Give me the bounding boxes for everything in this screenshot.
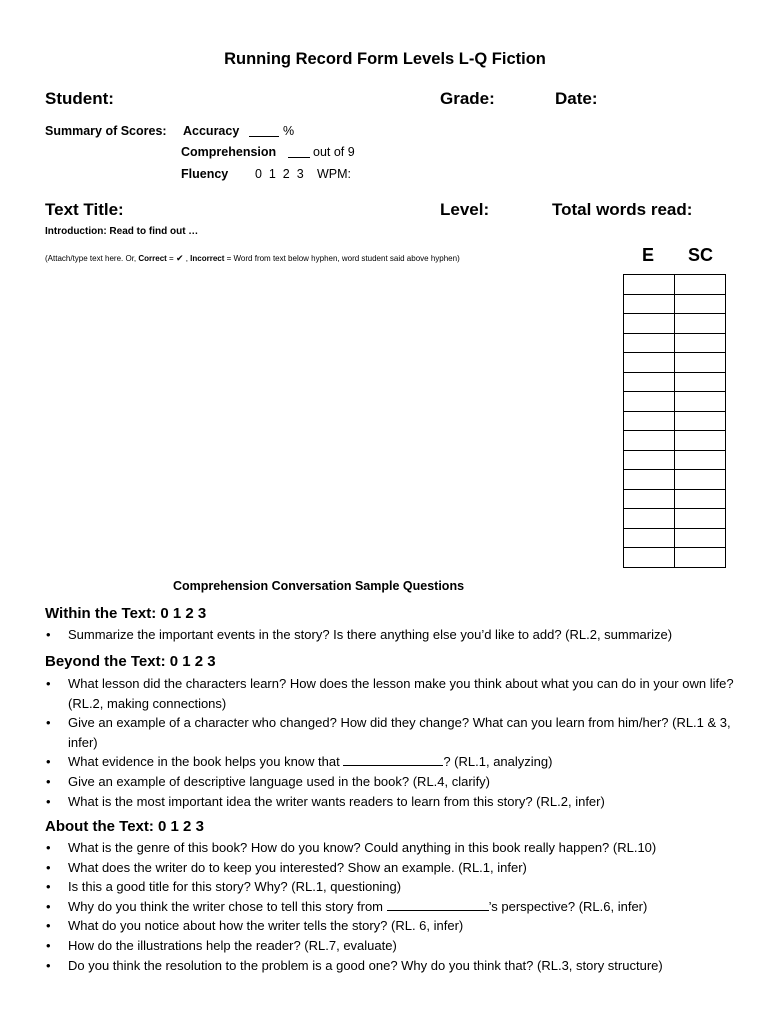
error-cell[interactable] [624,333,675,353]
error-table-row [624,548,726,568]
self-correction-cell[interactable] [675,275,726,295]
error-table-row [624,353,726,373]
question-text: ’s perspective? (RL.6, infer) [488,898,648,914]
error-cell[interactable] [624,489,675,509]
fluency-label: Fluency [181,167,229,181]
instructions-note [45,254,460,264]
section-title: Within the Text: 0 1 2 3 [45,605,207,622]
error-cell[interactable] [624,528,675,548]
error-table-row [624,431,726,451]
error-cell[interactable] [624,314,675,334]
error-table-row [624,509,726,529]
section-title: Beyond the Text: 0 1 2 3 [45,653,216,670]
error-table-row [624,294,726,314]
self-correction-cell[interactable] [675,548,726,568]
student-label: Student: [45,89,114,108]
error-table-row [624,275,726,295]
comprehension-label: Comprehension [181,145,277,159]
self-correction-cell[interactable] [675,450,726,470]
level-label: Level: [440,200,490,219]
self-correction-cell[interactable] [675,431,726,451]
question-item: • Do you think the resolution to the problem is a good one? Why do you think that? (RL.3, story structure) [45,956,735,976]
date-label: Date: [555,89,598,108]
accuracy-suffix: % [283,124,295,138]
answer-blank[interactable] [387,899,489,911]
section-items [45,674,735,811]
comprehension-suffix: out of 9 [313,145,355,159]
error-cell[interactable] [624,392,675,412]
self-correction-cell[interactable] [675,294,726,314]
self-correction-cell[interactable] [675,509,726,529]
error-cell[interactable] [624,548,675,568]
comprehension-heading: Comprehension Conversation Sample Questions [173,579,465,593]
self-correction-cell[interactable] [675,470,726,490]
grade-label: Grade: [440,89,495,108]
question-item [45,897,735,917]
fluency-scale: 0 1 2 3 [255,167,304,181]
column-sc-header: SC [688,245,714,265]
text-title-label: Text Title: [45,200,124,219]
error-table-row [624,372,726,392]
instructions-incorrect: Incorrect [190,254,225,263]
self-correction-cell[interactable] [675,353,726,373]
question-text: ? (RL.1, analyzing) [443,754,553,770]
error-cell[interactable] [624,470,675,490]
instructions-sep: , [183,254,191,263]
section-items [45,838,735,975]
error-table-row [624,314,726,334]
self-correction-cell[interactable] [675,528,726,548]
question-item: • Give an example of descriptive language used in the book? (RL.4, clarify) [45,772,735,792]
error-table-row [624,528,726,548]
total-words-label: Total words read: [552,200,693,219]
question-item: • What is the genre of this book? How do you know? Could anything in this book really happen? (RL.10) [45,838,735,858]
error-table [623,274,726,568]
instructions-prefix: (Attach/type text here. Or, [45,254,139,263]
self-correction-cell[interactable] [675,372,726,392]
error-cell[interactable] [624,431,675,451]
accuracy-blank[interactable] [249,124,279,137]
self-correction-cell[interactable] [675,333,726,353]
error-cell[interactable] [624,509,675,529]
instructions-correct: Correct [138,254,167,263]
question-item: • Is this a good title for this story? Why? (RL.1, questioning) [45,877,735,897]
question-text: Why do you think the writer chose to tell this story from [68,898,387,914]
self-correction-cell[interactable] [675,314,726,334]
introduction-line: Introduction: Read to find out … [45,226,199,237]
question-item: • What is the most important idea the writer wants readers to learn from this story? (RL.2, infer) [45,792,735,812]
self-correction-cell[interactable] [675,392,726,412]
error-cell[interactable] [624,353,675,373]
error-table-row [624,450,726,470]
error-table-row [624,470,726,490]
wpm-label: WPM: [317,167,352,181]
question-item: • How do the illustrations help the reader? (RL.7, evaluate) [45,936,735,956]
error-table-row [624,333,726,353]
accuracy-label: Accuracy [183,124,240,138]
question-item: • What does the writer do to keep you interested? Show an example. (RL.1, infer) [45,858,735,878]
instructions-suffix: = Word from text below hyphen, word student said above hyphen) [224,254,460,263]
error-cell[interactable] [624,372,675,392]
section-items [45,625,735,645]
question-item: • What lesson did the characters learn? How does the lesson make you think about what you can do in your own life? (RL.2, making connections) [45,674,735,713]
question-text: What evidence in the book helps you know that [68,754,344,770]
error-table-row [624,489,726,509]
error-table-row [624,411,726,431]
answer-blank[interactable] [343,754,443,766]
summary-label: Summary of Scores: [45,124,167,138]
self-correction-cell[interactable] [675,489,726,509]
error-cell[interactable] [624,450,675,470]
error-cell[interactable] [624,294,675,314]
form-title: Running Record Form Levels L-Q Fiction [224,50,546,68]
error-table-row [624,392,726,412]
error-cell[interactable] [624,411,675,431]
self-correction-cell[interactable] [675,411,726,431]
question-item [45,752,735,772]
instructions-eq: = [166,254,176,263]
comprehension-blank[interactable] [288,145,310,158]
check-icon: ✔ [175,254,184,264]
section-title: About the Text: 0 1 2 3 [45,818,204,835]
question-item: • What do you notice about how the writer tells the story? (RL. 6, infer) [45,916,735,936]
error-cell[interactable] [624,275,675,295]
question-item: • Give an example of a character who changed? How did they change? What can you learn from him/her? (RL.1 & 3, infer) [45,713,735,752]
column-e-header: E [642,245,655,265]
question-item: • Summarize the important events in the story? Is there anything else you’d like to add? (RL.2, summarize) [45,625,735,645]
